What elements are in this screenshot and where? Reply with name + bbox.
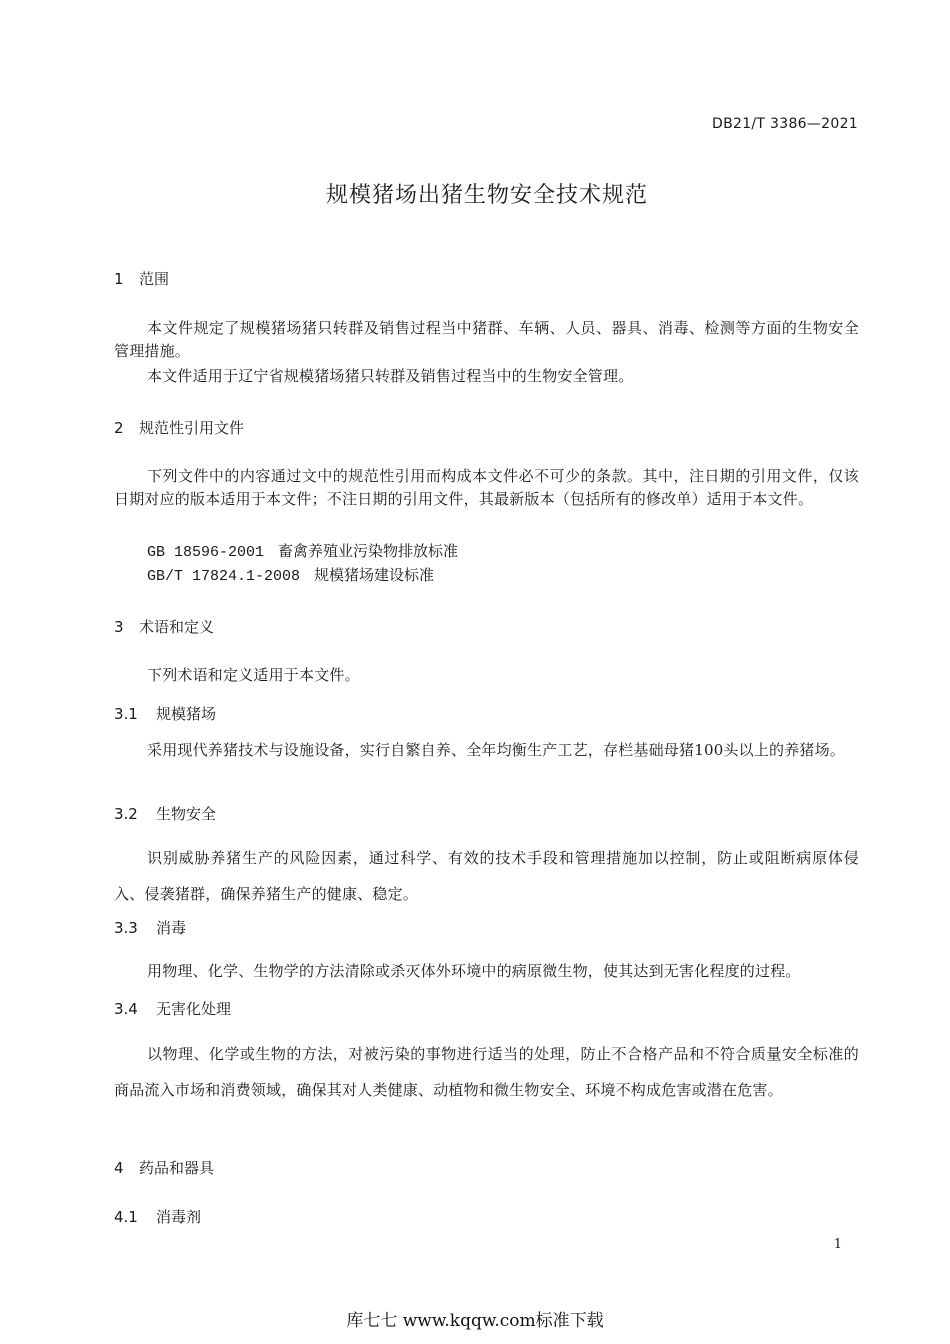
section-title: 规范性引用文件 [139,419,245,437]
subsection-4-1-heading [114,1206,858,1227]
subsection-number: 3.4 [114,1000,138,1018]
section-1-heading [114,268,858,289]
reference-name: 畜禽养殖业污染物排放标准 [278,542,459,560]
reference-item [147,540,858,564]
section-1-paragraph-2: 本文件适用于辽宁省规模猪场猪只转群及销售过程当中的生物安全管理。 [147,367,634,385]
subsection-number: 3.1 [114,705,138,723]
section-number: 1 [114,270,124,288]
reference-name: 规模猪场建设标准 [314,566,435,584]
section-number: 2 [114,419,124,437]
section-3-paragraph-1: 下列术语和定义适用于本文件。 [147,666,360,684]
subsection-title: 规模猪场 [156,705,217,723]
reference-item [147,564,858,588]
subsection-3-4-text: 以物理、化学或生物的方法，对被污染的事物进行适当的处理，防止不合格产品和不符合质量安全标准的商品流入市场和消费领域，确保其对人类健康、动植物和微生物安全、环境不构成危害或潜在危害。 [114,1045,859,1099]
subsection-3-4-heading [114,998,858,1019]
subsection-3-2-heading [114,803,858,824]
subsection-number: 3.2 [114,805,138,823]
subsection-3-1-heading [114,703,858,724]
section-3-heading [114,616,858,637]
section-title: 术语和定义 [139,618,215,636]
section-4-heading [114,1157,858,1178]
subsection-3-2-text: 识别威胁养猪生产的风险因素，通过科学、有效的技术手段和管理措施加以控制，防止或阻断病原体侵入、侵袭猪群，确保养猪生产的健康、稳定。 [114,849,859,903]
reference-code: GB 18596-2001 [147,544,265,561]
section-title: 药品和器具 [139,1159,215,1177]
footer-watermark: 库七七 www.kqqw.com标准下载 [346,1311,604,1331]
page-number: 1 [833,1237,842,1252]
subsection-title: 消毒 [156,919,187,937]
subsection-number: 4.1 [114,1208,138,1226]
section-1-paragraph-1: 本文件规定了规模猪场猪只转群及销售过程当中猪群、车辆、人员、器具、消毒、检测等方面的生物安全管理措施。 [114,319,859,360]
reference-code: GB/T 17824.1-2008 [147,568,301,585]
subsection-title: 生物安全 [156,805,217,823]
section-number: 3 [114,618,124,636]
subsection-title: 消毒剂 [156,1208,202,1226]
subsection-3-3-text: 用物理、化学、生物学的方法清除或杀灭体外环境中的病原微生物，使其达到无害化程度的过程。 [147,962,801,980]
document-code: DB21/T 3386—2021 [712,116,858,132]
subsection-title: 无害化处理 [156,1000,232,1018]
section-title: 范围 [139,270,170,288]
subsection-3-3-heading [114,917,858,938]
section-2-heading [114,417,858,438]
subsection-3-1-text: 采用现代养猪技术与设施设备，实行自繁自养、全年均衡生产工艺，存栏基础母猪100头以上的养猪场。 [147,741,846,759]
document-title: 规模猪场出猪生物安全技术规范 [325,183,648,208]
subsection-number: 3.3 [114,919,138,937]
section-2-paragraph-1: 下列文件中的内容通过文中的规范性引用而构成本文件必不可少的条款。其中，注日期的引用文件，仅该日期对应的版本适用于本文件；不注日期的引用文件，其最新版本（包括所有的修改单）适用于本文件。 [114,467,859,508]
section-number: 4 [114,1159,124,1177]
